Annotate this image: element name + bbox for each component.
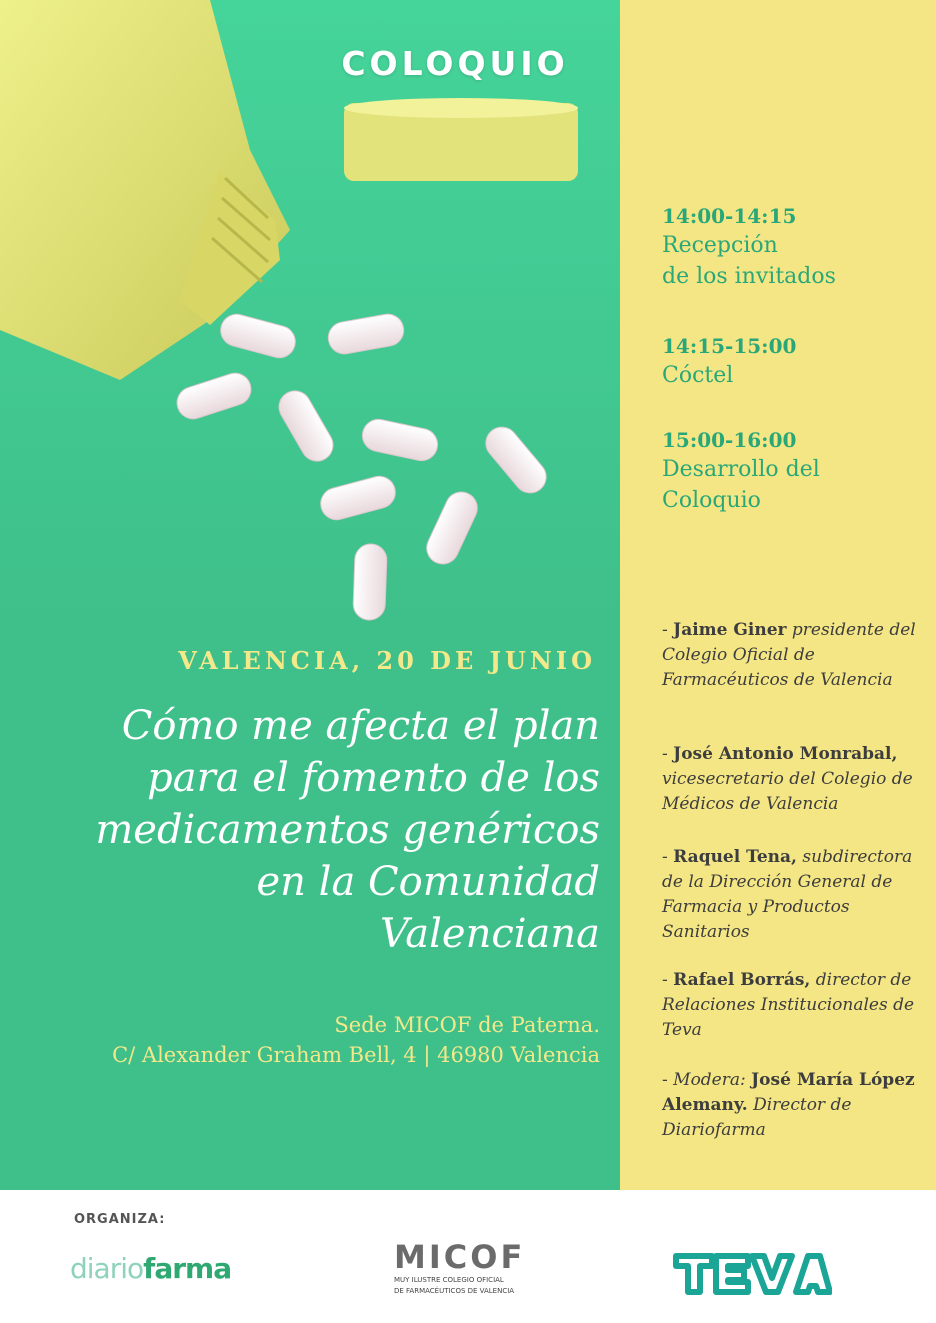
organiza-label: ORGANIZA: <box>74 1212 166 1227</box>
micof-logo <box>394 1240 544 1296</box>
schedule-time: 14:00-14:15 <box>662 204 797 228</box>
title-line: Cómo me afecta el plan <box>121 703 600 749</box>
bottle-lid <box>344 98 578 181</box>
speaker-entry <box>662 1068 932 1143</box>
micof-subtitle: DE FARMACÉUTICOS DE VALENCIA <box>394 1287 515 1295</box>
speaker-entry <box>662 845 932 945</box>
schedule-desc: Coloquio <box>662 488 761 513</box>
speaker-role: presidente del Colegio Oficial de Farmacéuticos de Valencia <box>662 620 916 690</box>
speaker-dash: - <box>662 847 674 867</box>
event-venue <box>40 1010 600 1070</box>
speaker-name: José Antonio Monrabal, <box>673 744 898 764</box>
logo-diario-part: diario <box>70 1252 144 1285</box>
speaker-role: vicesecretario del Colegio de Médicos de Valencia <box>662 769 913 814</box>
speaker-name: Raquel Tena, <box>673 847 797 867</box>
micof-wordmark: MICOF <box>394 1238 526 1276</box>
speaker-name: Rafael Borrás, <box>673 970 811 990</box>
title-line: medicamentos genéricos <box>95 807 600 853</box>
moderator-label: Modera: <box>673 1070 752 1090</box>
pill-bottle-illustration <box>0 0 620 640</box>
speaker-name: Jaime Giner <box>673 620 787 640</box>
speaker-dash: - <box>662 744 674 764</box>
schedule-desc: Cóctel <box>662 363 734 388</box>
speaker-dash: - <box>662 970 674 990</box>
micof-subtitle: MUY ILUSTRE COLEGIO OFICIAL <box>394 1276 504 1284</box>
speaker-dash: - <box>662 1070 674 1090</box>
speaker-dash: - <box>662 620 674 640</box>
schedule-item <box>662 332 922 391</box>
speaker-role: subdirectora de la Dirección General de Farmacia y Productos Sanitarios <box>662 847 913 942</box>
event-title <box>40 700 600 960</box>
schedule-time: 15:00-16:00 <box>662 428 797 452</box>
title-line: Valenciana <box>380 911 600 957</box>
event-date: VALENCIA, 20 DE JUNIO <box>178 646 596 675</box>
schedule-time: 14:15-15:00 <box>662 334 797 358</box>
right-yellow-panel <box>620 0 936 1190</box>
venue-name: Sede MICOF de Paterna. <box>334 1013 600 1037</box>
schedule-desc: de los invitados <box>662 264 836 289</box>
schedule-item <box>662 202 922 292</box>
venue-address: C/ Alexander Graham Bell, 4 | 46980 Valencia <box>112 1043 600 1067</box>
logo-farma-part: farma <box>143 1252 232 1285</box>
speaker-entry <box>662 742 932 817</box>
speaker-entry <box>662 968 932 1043</box>
diariofarma-logo <box>70 1252 231 1285</box>
title-line: en la Comunidad <box>256 859 600 905</box>
schedule-item <box>662 426 922 516</box>
title-line: para el fomento de los <box>147 755 600 801</box>
speaker-role: Director de Diariofarma <box>662 1095 852 1140</box>
speaker-role: director de Relaciones Institucionales de Teva <box>662 970 915 1040</box>
schedule-desc: Recepción <box>662 233 778 258</box>
event-type-heading: COLOQUIO <box>341 44 569 83</box>
schedule-desc: Desarrollo del <box>662 457 820 482</box>
speaker-entry <box>662 618 932 693</box>
teva-logo <box>672 1252 832 1296</box>
speaker-name: José María López Alemany. <box>662 1070 915 1115</box>
footer <box>0 1190 936 1323</box>
